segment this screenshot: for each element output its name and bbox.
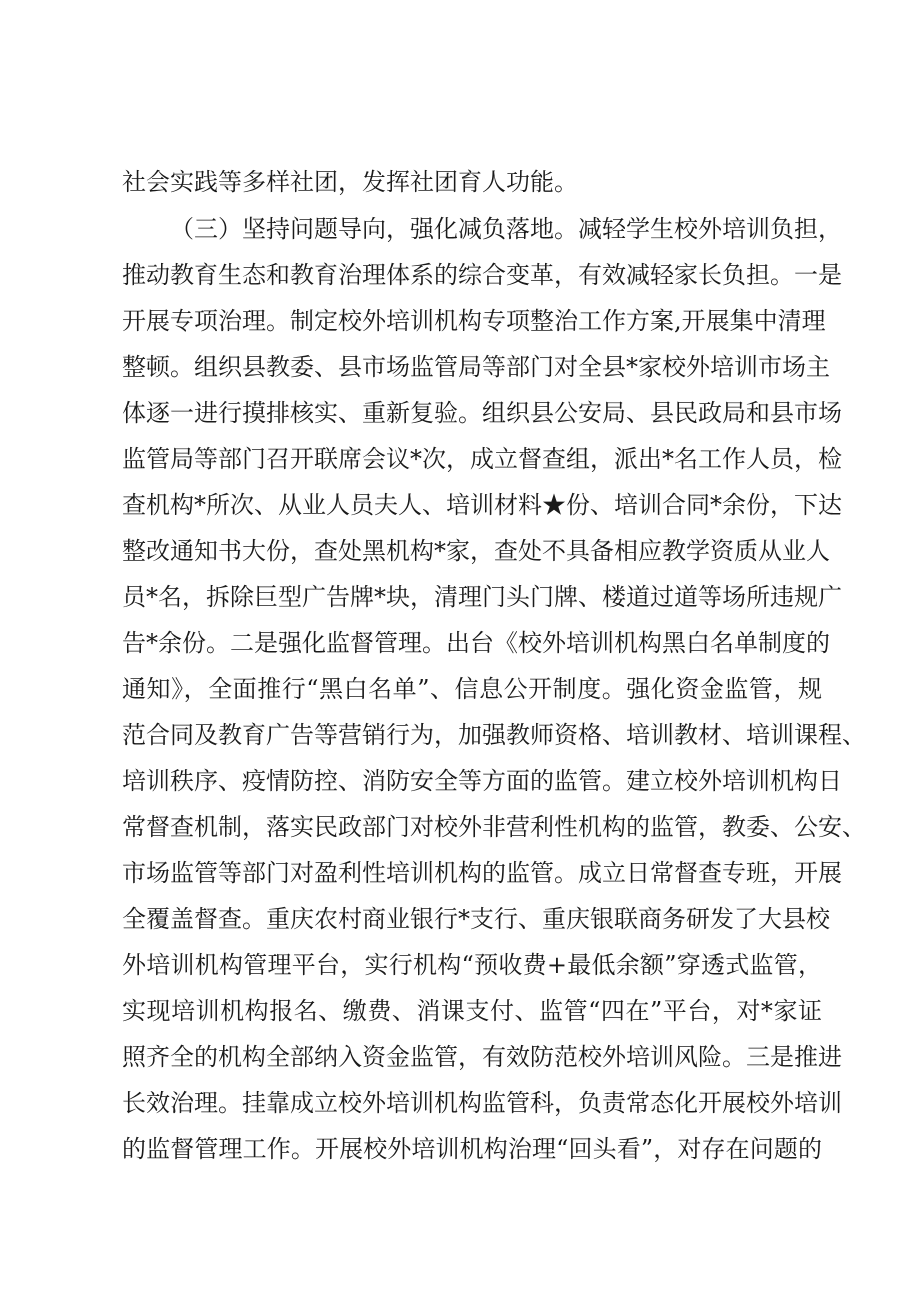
text-line: 员*名，拆除巨型广告牌*块，清理门头门牌、楼道过道等场所违规广: [122, 583, 842, 611]
text-line: 开展专项治理。制定校外培训机构专项整治工作方案,开展集中清理: [122, 307, 826, 335]
text-line: 常督查机制，落实民政部门对校外非营利性机构的监管，教委、公安、: [122, 813, 866, 841]
text-line: 的监督管理工作。开展校外培训机构治理“回头看”，对存在问题的: [122, 1135, 822, 1163]
text-line: 实现培训机构报名、缴费、消课支付、监管“四在”平台，对*家证: [122, 997, 822, 1025]
text-line: 推动教育生态和教育治理体系的综合变革，有效减轻家长负担。一是: [122, 261, 842, 289]
text-line: 范合同及教育广告等营销行为，加强教师资格、培训教材、培训课程、: [122, 721, 866, 749]
text-line: 监管局等部门召开联席会议*次，成立督查组，派出*名工作人员，检: [122, 445, 842, 473]
text-line: 外培训机构管理平台，实行机构“预收费+最低余额”穿透式监管，: [122, 951, 822, 979]
text-line: 整顿。组织县教委、县市场监管局等部门对全县*家校外培训市场主: [122, 353, 830, 381]
text-line: 全覆盖督查。重庆农村商业银行*支行、重庆银联商务研发了大县校: [122, 905, 830, 933]
text-line: 长效治理。挂靠成立校外培训机构监管科，负责常态化开展校外培训: [122, 1089, 842, 1117]
text-line: 查机构*所次、从业人员夫人、培训材料★份、培训合同*余份，下达: [122, 491, 842, 519]
text-line: 体逐一进行摸排核实、重新复验。组织县公安局、县民政局和县市场: [122, 399, 842, 427]
text-line: 整改通知书大份，查处黑机构*家，查处不具备相应教学资质从业人: [122, 537, 830, 565]
text-line: 照齐全的机构全部纳入资金监管，有效防范校外培训风险。三是推进: [122, 1043, 842, 1071]
text-line: 社会实践等多样社团，发挥社团育人功能。: [122, 168, 578, 196]
text-line: 告*余份。二是强化监督管理。出台《校外培训机构黑白名单制度的: [122, 629, 830, 657]
text-line: 通知》，全面推行“黑白名单”、信息公开制度。强化资金监管，规: [122, 675, 822, 703]
section-heading-line: （三）坚持问题导向，强化减负落地。减轻学生校外培训负担，: [170, 215, 842, 243]
text-line: 培训秩序、疫情防控、消防安全等方面的监管。建立校外培训机构日: [122, 767, 842, 795]
text-line: 市场监管等部门对盈利性培训机构的监管。成立日常督查专班，开展: [122, 859, 842, 887]
